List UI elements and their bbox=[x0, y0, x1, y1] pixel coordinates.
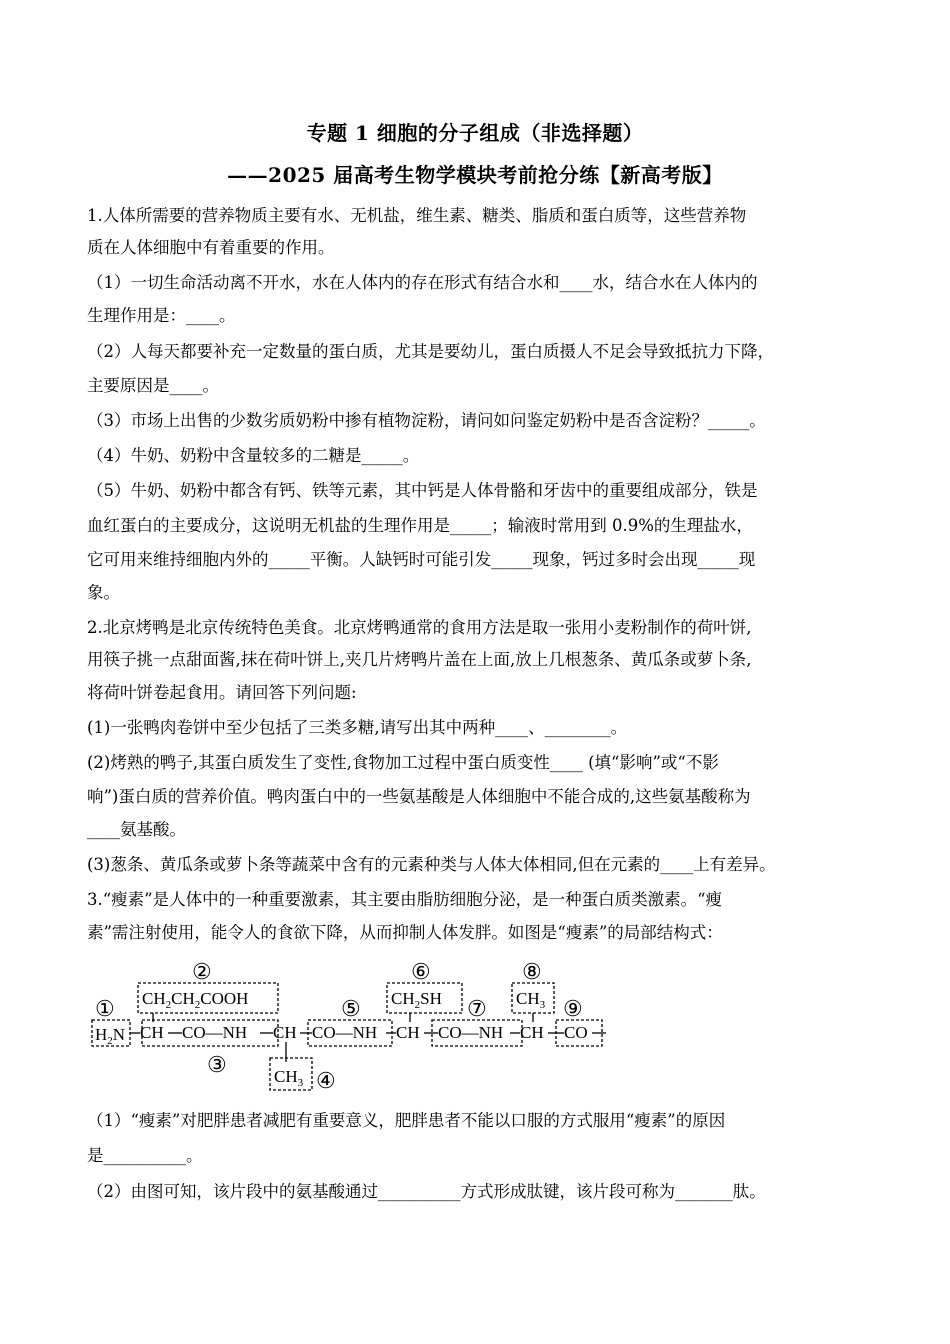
text-line: 素”需注射使用，能令人的食欲下降，从而抑制人体发胖。如图是“瘦素”的局部结构式： bbox=[87, 923, 723, 942]
text-line: （2）人每天都要补充一定数量的蛋白质，尤其是要幼儿，蛋白质摄人不足会导致抵抗力下降， bbox=[87, 342, 774, 361]
peptide-bond-2: CO—NH bbox=[312, 1023, 378, 1042]
text-line: 2.北京烤鸭是北京传统特色美食。北京烤鸭通常的食用方法是取一张用小麦粉制作的荷叶饼, bbox=[87, 618, 752, 637]
label-4: ④ bbox=[316, 1068, 336, 1093]
label-9: ⑨ bbox=[563, 996, 583, 1021]
structural-formula bbox=[90, 958, 630, 1098]
side-chain-r1: $CH_2CH_2COOH$ bbox=[142, 989, 249, 1011]
text-line: (1)一张鸭肉卷饼中至少包括了三类多糖,请写出其中两种____、________。 bbox=[87, 718, 628, 737]
text-line: （1）一切生命活动离不开水，水在人体内的存在形式有结合水和____水，结合水在人体内的 bbox=[87, 273, 758, 292]
text-line: 生理作用是：____。 bbox=[87, 306, 236, 325]
label-3: ③ bbox=[207, 1052, 227, 1077]
text-line: （2）由图可知，该片段中的氨基酸通过__________方式形成肽键，该片段可称为_______肽。 bbox=[87, 1182, 766, 1201]
alpha-carbon-2: CH bbox=[273, 1023, 297, 1042]
text-line: （1）“瘦素”对肥胖患者减肥有重要意义，肥胖患者不能以口服的方式服用“瘦素”的原因 bbox=[87, 1111, 726, 1130]
side-chain-r4: $CH_3$ bbox=[516, 989, 546, 1011]
text-line: 它可用来维持细胞内外的_____平衡。人缺钙时可能引发_____现象，钙过多时会出现_____现 bbox=[87, 550, 756, 569]
label-5: ⑤ bbox=[341, 996, 361, 1021]
peptide-bond-3: CO—NH bbox=[438, 1023, 504, 1042]
text-line: 是__________。 bbox=[87, 1146, 203, 1165]
text-line: ____氨基酸。 bbox=[87, 820, 186, 839]
text-line: （4）牛奶、奶粉中含量较多的二糖是_____。 bbox=[87, 446, 420, 465]
text-line: 主要原因是____。 bbox=[87, 376, 219, 395]
peptide-bond-1: CO—NH bbox=[182, 1023, 248, 1042]
amino-group: $H_2N$ bbox=[95, 1025, 126, 1047]
text-line: 响”)蛋白质的营养价值。鸭肉蛋白中的一些氨基酸是人体细胞中不能合成的,这些氨基酸称为 bbox=[87, 787, 751, 806]
text-line: (2)烤熟的鸭子,其蛋白质发生了变性,食物加工过程中蛋白质变性____ (填“影响”或“不影 bbox=[87, 753, 719, 772]
text-line: 象。 bbox=[87, 583, 120, 602]
label-2: ② bbox=[192, 959, 212, 984]
text-line: （5）牛奶、奶粉中都含有钙、铁等元素，其中钙是人体骨骼和牙齿中的重要组成部分，铁是 bbox=[87, 481, 758, 500]
page-subtitle: ——2025 届高考生物学模块考前抢分练【新高考版】 bbox=[227, 163, 723, 187]
label-6: ⑥ bbox=[411, 959, 431, 984]
text-line: 质在人体细胞中有着重要的作用。 bbox=[87, 238, 335, 257]
text-line: 1.人体所需要的营养物质主要有水、无机盐，维生素、糖类、脂质和蛋白质等，这些营养物 bbox=[87, 206, 747, 225]
label-7: ⑦ bbox=[467, 996, 487, 1021]
alpha-carbon-3: CH bbox=[396, 1023, 420, 1042]
text-line: 血红蛋白的主要成分，这说明无机盐的生理作用是_____；输液时常用到 0.9%的生理盐水， bbox=[87, 516, 753, 535]
alpha-carbon-4: CH bbox=[520, 1023, 544, 1042]
text-line: 将荷叶饼卷起食用。请回答下列问题: bbox=[87, 683, 357, 702]
alpha-carbon-1: CH bbox=[140, 1023, 164, 1042]
text-line: 用筷子挑一点甜面酱,抹在荷叶饼上,夹几片烤鸭片盖在上面,放上几根葱条、黄瓜条或萝卜条, bbox=[87, 650, 752, 669]
side-chain-r3: $CH_2SH$ bbox=[391, 989, 442, 1011]
text-line: （3）市场上出售的少数劣质奶粉中掺有植物淀粉，请问如问鉴定奶粉中是否含淀粉？_____。 bbox=[87, 411, 766, 430]
label-8: ⑧ bbox=[522, 959, 542, 984]
text-line: (3)葱条、黄瓜条或萝卜条等蔬菜中含有的元素种类与人体大体相同,但在元素的____上有差异。 bbox=[87, 855, 776, 874]
label-1: ① bbox=[95, 996, 115, 1021]
page-title: 专题 1 细胞的分子组成（非选择题） bbox=[306, 121, 644, 145]
side-chain-r2: $CH_3$ bbox=[274, 1067, 304, 1089]
carbonyl-group: CO bbox=[564, 1023, 588, 1042]
text-line: 3.“瘦素”是人体中的一种重要激素，其主要由脂肪细胞分泌，是一种蛋白质类激素。“瘦 bbox=[87, 890, 723, 909]
